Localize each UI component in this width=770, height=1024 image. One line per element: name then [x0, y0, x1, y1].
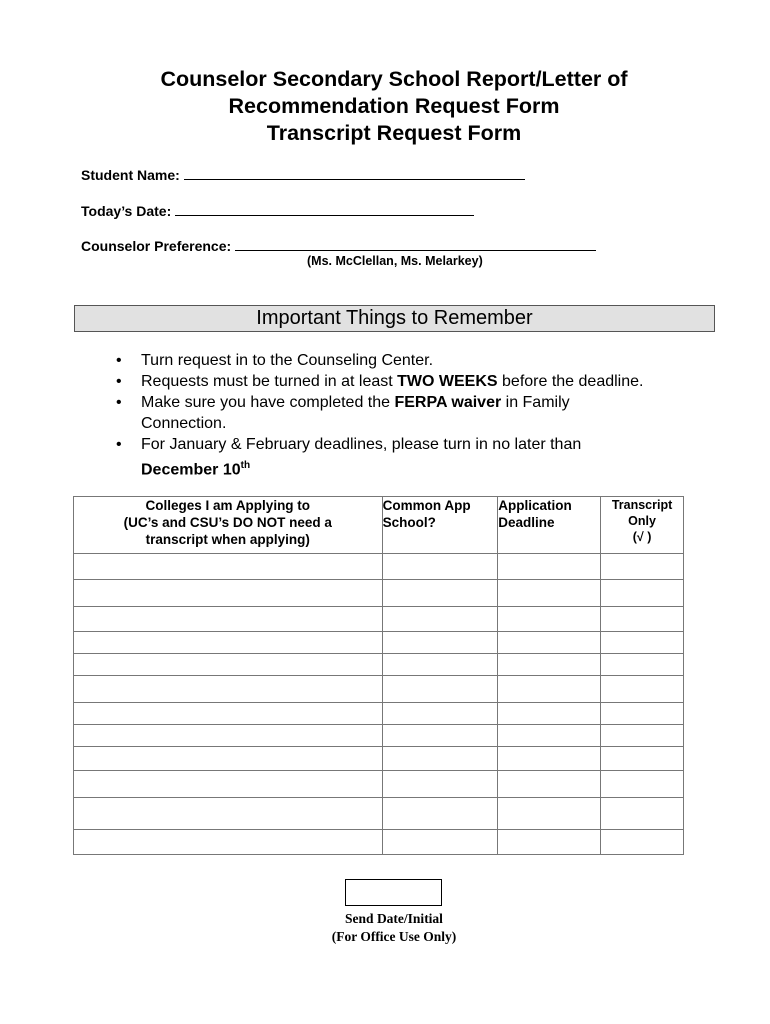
- title-line-1: Counselor Secondary School Report/Letter of: [160, 67, 628, 91]
- common-app-cell[interactable]: [382, 580, 498, 607]
- student-name-label: Student Name:: [81, 167, 180, 183]
- table-row: [74, 654, 684, 676]
- table-row: [74, 703, 684, 725]
- office-use-box[interactable]: [345, 879, 442, 906]
- item-emphasis: TWO WEEKS: [397, 373, 498, 390]
- header-line: Application: [498, 498, 572, 513]
- college-cell[interactable]: [74, 632, 383, 654]
- counselor-preference-field: [81, 236, 596, 254]
- table-row: [74, 554, 684, 580]
- deadline-cell[interactable]: [498, 632, 601, 654]
- transcript-cell[interactable]: [601, 771, 684, 798]
- college-cell[interactable]: [74, 771, 383, 798]
- table-header-row: [74, 497, 684, 554]
- deadline-cell[interactable]: [498, 771, 601, 798]
- deadline-cell[interactable]: [498, 747, 601, 771]
- transcript-cell[interactable]: [601, 676, 684, 703]
- todays-date-input-line[interactable]: [175, 201, 474, 216]
- deadline-cell[interactable]: [498, 830, 601, 855]
- bullet-icon: •: [116, 394, 122, 411]
- deadline-cell[interactable]: [498, 554, 601, 580]
- remember-list: [116, 350, 716, 480]
- student-name-field: [81, 165, 525, 183]
- transcript-cell[interactable]: [601, 703, 684, 725]
- item-emphasis: FERPA waiver: [394, 394, 502, 411]
- transcript-cell[interactable]: [601, 747, 684, 771]
- college-cell[interactable]: [74, 725, 383, 747]
- list-item: [116, 371, 716, 392]
- student-name-input-line[interactable]: [184, 165, 525, 180]
- deadline-cell[interactable]: [498, 654, 601, 676]
- common-app-column-header: [382, 497, 498, 554]
- title-line-2: Recommendation Request Form: [228, 94, 560, 118]
- common-app-cell[interactable]: [382, 771, 498, 798]
- item-text: For January & February deadlines, please turn in no later than: [141, 436, 582, 453]
- table-row: [74, 676, 684, 703]
- colleges-table: [73, 496, 684, 855]
- common-app-cell[interactable]: [382, 747, 498, 771]
- header-line: Common App: [382, 498, 471, 513]
- table-row: [74, 771, 684, 798]
- transcript-cell[interactable]: [601, 580, 684, 607]
- transcript-cell[interactable]: [601, 607, 684, 632]
- table-row: [74, 607, 684, 632]
- transcript-cell[interactable]: [601, 554, 684, 580]
- college-cell[interactable]: [74, 654, 383, 676]
- college-cell[interactable]: [74, 798, 383, 830]
- remember-heading: Important Things to Remember: [74, 305, 715, 332]
- table-row: [74, 747, 684, 771]
- deadline-column-header: [498, 497, 601, 554]
- college-cell[interactable]: [74, 703, 383, 725]
- header-line: School?: [382, 515, 436, 530]
- list-item: [116, 434, 716, 480]
- common-app-cell[interactable]: [382, 676, 498, 703]
- header-line: Deadline: [498, 515, 555, 530]
- college-cell[interactable]: [74, 554, 383, 580]
- common-app-cell[interactable]: [382, 703, 498, 725]
- item-text: Turn request in to the Counseling Center.: [141, 352, 434, 369]
- common-app-cell[interactable]: [382, 830, 498, 855]
- deadline-cell[interactable]: [498, 725, 601, 747]
- list-item: [116, 350, 716, 371]
- transcript-cell[interactable]: [601, 798, 684, 830]
- common-app-cell[interactable]: [382, 632, 498, 654]
- deadline-cell[interactable]: [498, 798, 601, 830]
- header-line: Colleges I am Applying to: [145, 498, 311, 513]
- counselor-options-note: (Ms. McClellan, Ms. Melarkey): [307, 254, 483, 268]
- office-use-label: [0, 910, 770, 946]
- college-cell[interactable]: [74, 580, 383, 607]
- common-app-cell[interactable]: [382, 554, 498, 580]
- table-row: [74, 830, 684, 855]
- header-line: (UC’s and CSU’s DO NOT need a: [123, 515, 332, 530]
- item-emphasis: December 10: [141, 461, 241, 479]
- bullet-icon: •: [116, 352, 122, 369]
- header-line: Only: [628, 514, 656, 528]
- counselor-preference-input-line[interactable]: [235, 236, 596, 251]
- list-item: [116, 392, 716, 434]
- deadline-cell[interactable]: [498, 580, 601, 607]
- item-continuation: [141, 455, 716, 480]
- item-text: Make sure you have completed the: [141, 394, 395, 411]
- common-app-cell[interactable]: [382, 654, 498, 676]
- item-text: Requests must be turned in at least: [141, 373, 398, 390]
- transcript-cell[interactable]: [601, 830, 684, 855]
- deadline-cell[interactable]: [498, 607, 601, 632]
- header-line: transcript when applying): [145, 532, 310, 547]
- common-app-cell[interactable]: [382, 725, 498, 747]
- deadline-cell[interactable]: [498, 676, 601, 703]
- counselor-preference-label: Counselor Preference:: [81, 238, 232, 254]
- item-superscript: th: [240, 460, 251, 471]
- table-row: [74, 798, 684, 830]
- header-line: (√ ): [632, 530, 652, 544]
- common-app-cell[interactable]: [382, 798, 498, 830]
- colleges-column-header: [74, 497, 383, 554]
- office-use-only-label: (For Office Use Only): [331, 929, 457, 944]
- send-date-initial-label: Send Date/Initial: [345, 911, 443, 926]
- form-title: [0, 66, 770, 147]
- college-cell[interactable]: [74, 607, 383, 632]
- table-row: [74, 632, 684, 654]
- bullet-icon: •: [116, 436, 122, 453]
- table-row: [74, 580, 684, 607]
- transcript-only-column-header: [601, 497, 684, 554]
- bullet-icon: •: [116, 373, 122, 390]
- deadline-cell[interactable]: [498, 703, 601, 725]
- college-cell[interactable]: [74, 676, 383, 703]
- header-line: Transcript: [611, 498, 673, 512]
- transcript-cell[interactable]: [601, 654, 684, 676]
- college-cell[interactable]: [74, 830, 383, 855]
- transcript-cell[interactable]: [601, 725, 684, 747]
- todays-date-field: [81, 201, 474, 219]
- todays-date-label: Today’s Date:: [81, 203, 172, 219]
- table-row: [74, 725, 684, 747]
- common-app-cell[interactable]: [382, 607, 498, 632]
- item-text: in Family: [501, 394, 570, 411]
- item-continuation: Connection.: [141, 415, 227, 432]
- item-text: before the deadline.: [497, 373, 644, 390]
- college-cell[interactable]: [74, 747, 383, 771]
- title-line-3: Transcript Request Form: [266, 121, 522, 145]
- transcript-cell[interactable]: [601, 632, 684, 654]
